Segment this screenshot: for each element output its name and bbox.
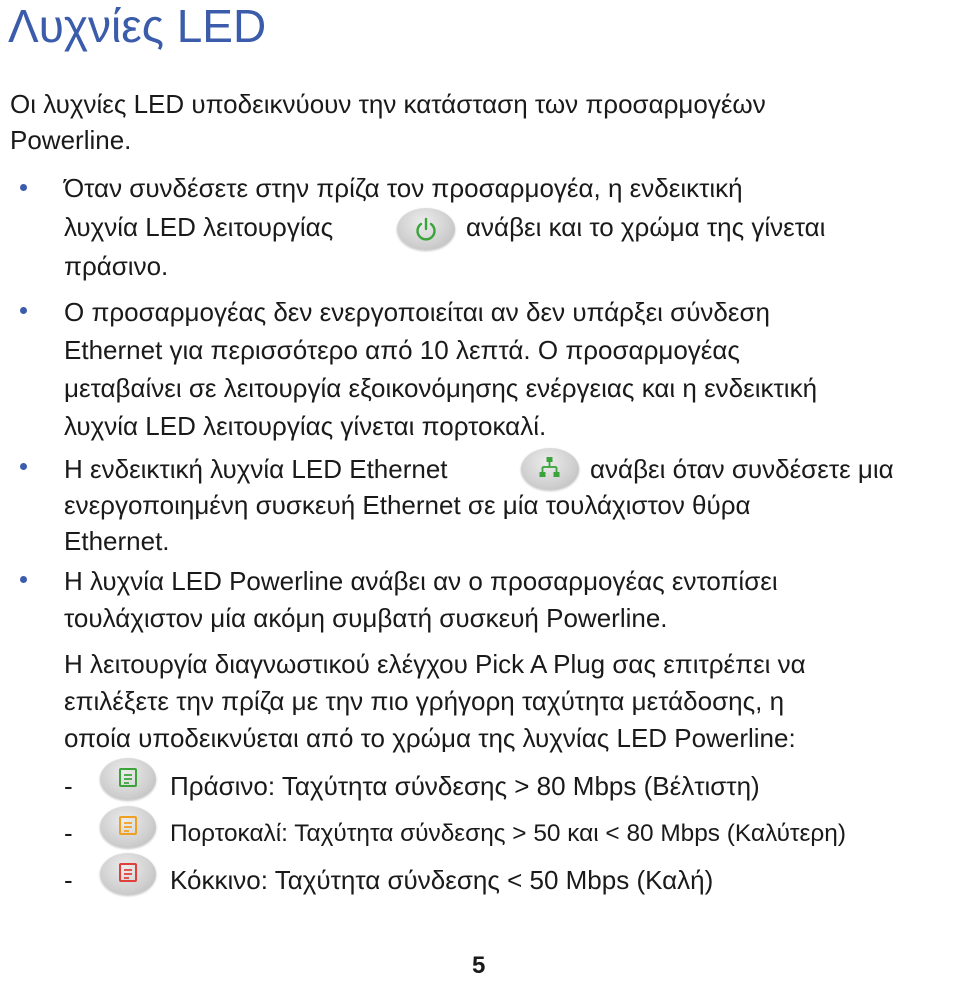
bullet-3-line-1a: Η ενδεικτική λυχνία LED Ethernet: [64, 454, 448, 484]
bullet-2-line-4: λυχνία LED λειτουργίας γίνεται πορτοκαλί.: [64, 411, 547, 441]
bullet-1-line-2b: ανάβει και το χρώμα της γίνεται: [466, 212, 826, 242]
speed-level-green: Πράσινο: Ταχύτητα σύνδεσης > 80 Mbps (Βέλτιστη): [170, 771, 760, 801]
bullet-1-line-2a: λυχνία LED λειτουργίας: [64, 212, 334, 242]
bullet-4-line-2: τουλάχιστον μία ακόμη συμβατή συσκευή Powerline.: [64, 603, 668, 633]
bullet-marker: [20, 463, 27, 470]
pick-a-plug-line-1: Η λειτουργία διαγνωστικού ελέγχου Pick A Plug σας επιτρέπει να: [64, 649, 806, 679]
speed-level-orange: Πορτοκαλί: Ταχύτητα σύνδεσης > 50 και < 80 Mbps (Καλύτερη): [170, 820, 846, 847]
power-icon: [397, 208, 455, 250]
bullet-marker: [20, 307, 27, 314]
powerline-icon-red: [100, 853, 156, 895]
bullet-3-line-3: Ethernet.: [64, 526, 170, 556]
powerline-icon-green: [100, 758, 156, 800]
ethernet-icon: [521, 448, 579, 490]
bullet-3-line-2: ενεργοποιημένη συσκευή Ethernet σε μία τουλάχιστον θύρα: [64, 490, 751, 520]
page-title: Λυχνίες LED: [8, 0, 267, 52]
list-dash: -: [64, 818, 73, 848]
bullet-2-line-3: μεταβαίνει σε λειτουργία εξοικονόμησης ενέργειας και η ενδεικτική: [64, 373, 818, 403]
speed-level-red: Κόκκινο: Ταχύτητα σύνδεσης < 50 Mbps (Καλή): [170, 865, 714, 895]
bullet-1-line-1: Όταν συνδέσετε στην πρίζα τον προσαρμογέα, η ενδεικτική: [64, 173, 743, 203]
page-number: 5: [472, 952, 486, 979]
powerline-icon-orange: [100, 806, 156, 848]
bullet-2-line-1: Ο προσαρμογέας δεν ενεργοποιείται αν δεν υπάρξει σύνδεση: [64, 297, 770, 327]
bullet-2-line-2: Ethernet για περισσότερο από 10 λεπτά. Ο προσαρμογέας: [64, 335, 740, 365]
pick-a-plug-line-2: επιλέξετε την πρίζα με την πιο γρήγορη ταχύτητα μετάδοσης, η: [64, 686, 785, 716]
pick-a-plug-line-3: οποία υποδεικνύεται από το χρώμα της λυχνίας LED Powerline:: [64, 723, 796, 753]
bullet-marker: [20, 184, 27, 191]
bullet-4-line-1: Η λυχνία LED Powerline ανάβει αν ο προσαρμογέας εντοπίσει: [64, 566, 778, 596]
bullet-3-line-1b: ανάβει όταν συνδέσετε μια: [590, 454, 894, 484]
intro-line-2: Powerline.: [10, 125, 132, 155]
list-dash: -: [64, 771, 73, 801]
intro-line-1: Οι λυχνίες LED υποδεικνύουν την κατάσταση των προσαρμογέων: [10, 89, 766, 119]
bullet-marker: [20, 576, 27, 583]
list-dash: -: [64, 865, 73, 895]
bullet-1-line-3: πράσινο.: [64, 251, 169, 281]
